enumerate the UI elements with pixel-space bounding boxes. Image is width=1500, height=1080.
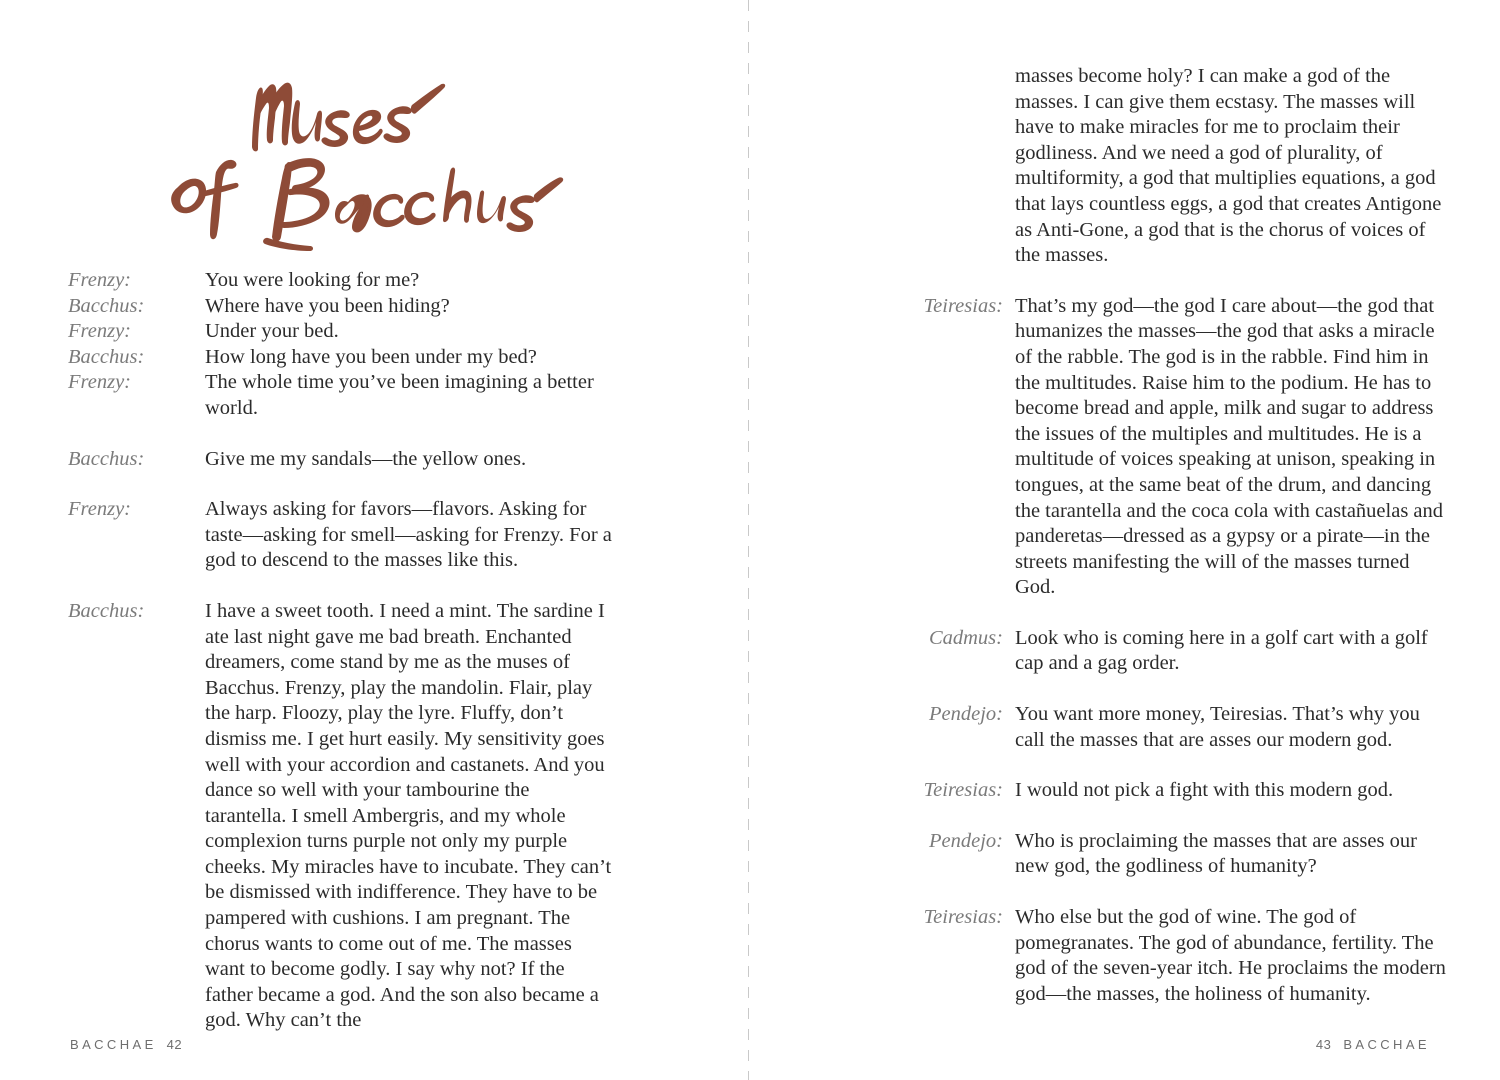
footer-book-title: BACCHAE — [70, 1037, 157, 1052]
speaker-label: Frenzy: — [68, 498, 131, 521]
speech-text: I would not pick a fight with this modern god. — [1015, 779, 1394, 802]
speech-text: Where have you been hiding? — [205, 294, 450, 317]
speech-row — [878, 626, 1448, 677]
speech-row — [68, 370, 628, 421]
speaker-label: Bacchus: — [68, 345, 145, 368]
speech-row — [878, 294, 1448, 601]
speaker-label: Frenzy: — [68, 320, 131, 343]
speaker-label: Bacchus: — [68, 294, 145, 317]
speech-text: You were looking for me? — [205, 269, 420, 291]
speech-row — [878, 829, 1448, 880]
speaker-label: Bacchus: — [68, 599, 145, 622]
footer-left — [70, 1037, 182, 1052]
speech-row — [878, 702, 1448, 753]
speech-row — [68, 294, 628, 320]
speaker-label: Teiresias: — [923, 779, 1003, 802]
speaker-label: Pendejo: — [929, 703, 1003, 726]
speech-row — [68, 345, 628, 371]
left-page — [0, 0, 748, 1080]
speaker-label: Frenzy: — [68, 269, 131, 291]
footer-right — [1316, 1037, 1430, 1052]
footer-book-title: BACCHAE — [1343, 1037, 1430, 1052]
speech-row — [878, 778, 1448, 804]
speech-row — [68, 447, 628, 473]
speaker-label: Teiresias: — [923, 906, 1003, 929]
continuation-paragraph: masses become holy? I can make a god of the masses. I can give them ecstasy. The masses will have to make miracles for me to proclaim their godliness. And we need a god of plurality, of multiformity, a god that multiplies equations, a god that lays countless eggs, a god that creates Antigone as Anti-Gone, a god that is the chorus of voices of the masses. — [1015, 65, 1442, 267]
speech-text: How long have you been under my bed? — [205, 345, 537, 368]
speech-text: Who is proclaiming the masses that are asses our new god, the godliness of humanity? — [1015, 829, 1417, 878]
handwritten-title-icon — [140, 52, 580, 252]
speech-text: Always asking for favors—flavors. Asking for taste—asking for smell—asking for Frenzy. For a god to descend to the masses like this. — [205, 498, 612, 572]
speech-text: That’s my god—the god I care about—the god that humanizes the masses—the god that asks a miracle of the rabble. The god is in the rabble. Find him in the multitudes. Raise him to the podium. He has to become bread and apple, milk and sugar to address the issues of the multiples and multitudes. He is a multitude of voices speaking at unison, speaking in tongues, at the same beat of the drum, and dancing the tarantella and the coca cola with castañuelas and panderetas—dressed as a gypsy or a pirate—in the streets manifesting the will of the masses turned God. — [1015, 294, 1444, 599]
speech-text: You want more money, Teiresias. That’s why you call the masses that are asses our modern god. — [1015, 703, 1420, 751]
left-dialogue-column — [68, 268, 628, 1034]
speaker-label: Pendejo: — [929, 829, 1003, 852]
speech-row — [878, 905, 1448, 1007]
speech-text: I have a sweet tooth. I need a mint. The sardine I ate last night gave me bad breath. Enchanted dreamers, come stand by me as the muses of Bacchus. Frenzy, play the mandolin. Flair, play the harp. Floozy, play the lyre. Fluffy, don’t dismiss me. I get hurt easily. My sensitivity goes well with your accordion and castanets. And you dance so well with your tambourine the tarantella. I smell Ambergris, and my whole complexion turns purple not only my purple cheeks. My miracles have to incubate. They can’t be dismissed with indifference. They have to be pampered with cushions. I am pregnant. The chorus wants to come out of me. The masses want to become godly. I say why not? If the father became a god. And the son also became a god. Why can’t the — [205, 599, 612, 1032]
footer-page-number: 43 — [1315, 1037, 1332, 1052]
right-dialogue-column — [878, 64, 1448, 1007]
speech-row — [68, 599, 628, 1034]
speaker-label: Cadmus: — [928, 626, 1003, 649]
speech-row — [68, 268, 628, 294]
speech-text: Who else but the god of wine. The god of pomegranates. The god of abundance, fertility. The god of the seven-year itch. He proclaims the modern god—the masses, the holiness of humanity. — [1015, 906, 1446, 1005]
speech-text: Under your bed. — [205, 320, 339, 343]
speech-text: Look who is coming here in a golf cart with a golf cap and a gag order. — [1015, 626, 1428, 675]
speech-text: The whole time you’ve been imagining a better world. — [205, 371, 594, 419]
chapter-title — [140, 52, 580, 252]
speech-text: Give me my sandals—the yellow ones. — [205, 447, 527, 470]
right-page — [752, 0, 1500, 1080]
speaker-label: Bacchus: — [68, 447, 145, 470]
speech-row — [68, 497, 628, 574]
speaker-label: Frenzy: — [68, 371, 131, 394]
footer-page-number: 42 — [166, 1037, 183, 1052]
page-gutter-dashed-line — [748, 0, 749, 1080]
speech-row — [68, 319, 628, 345]
speaker-label: Teiresias: — [923, 294, 1003, 317]
